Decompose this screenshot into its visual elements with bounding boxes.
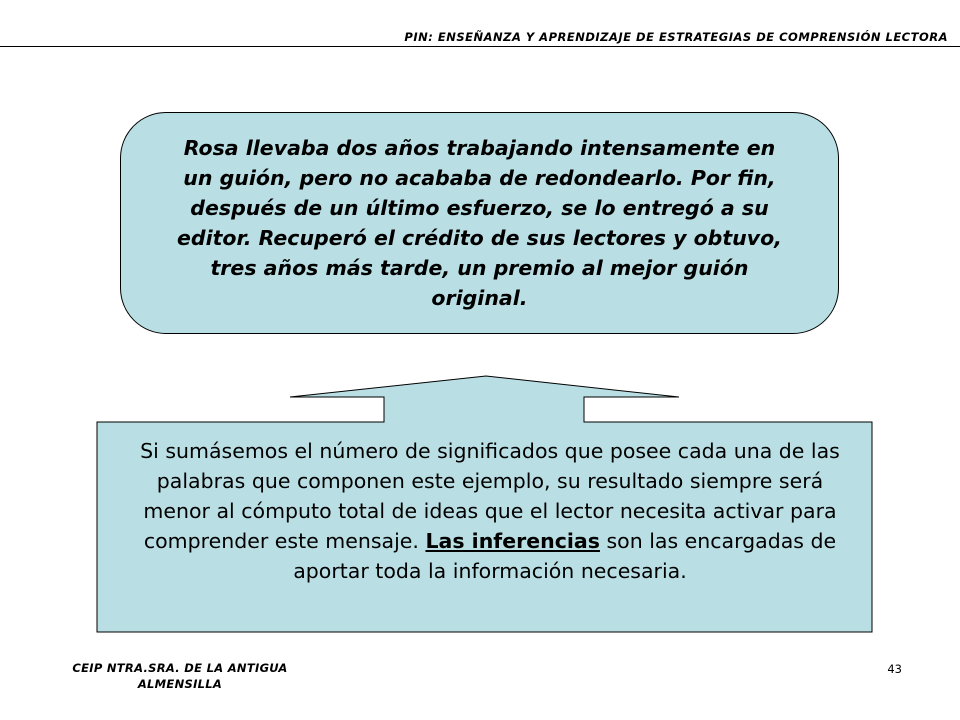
inferences-highlight: Las inferencias bbox=[425, 529, 600, 553]
explanation-text-start: Si sumásemos el número de significados que posee cada una de las palabras que componen este ejemplo, su resultado siempre será menor al cómputo total de ideas que el lector necesita activar para comprender este mensaje. bbox=[140, 439, 840, 553]
explanation-text-end: son las encargadas de aportar toda la información necesaria. bbox=[293, 529, 837, 583]
footer-school bbox=[30, 660, 330, 692]
footer-school-line1: CEIP NTRA.SRA. DE LA ANTIGUA bbox=[72, 661, 288, 675]
explanation-text bbox=[140, 436, 840, 586]
footer-school-line2: ALMENSILLA bbox=[137, 677, 223, 691]
page-number: 43 bbox=[887, 662, 902, 676]
quote-text: Rosa llevaba dos años trabajando intensamente en un guión, pero no acababa de redondearlo. Por fin, después de un último esfuerzo, se lo entregó a su editor. Recuperó el crédito de sus lectores y obtuvo, tres años más tarde, un premio al mejor guión original. bbox=[177, 136, 782, 310]
header-title: PIN: ENSEÑANZA Y APRENDIZAJE DE ESTRATEGIAS DE COMPRENSIÓN LECTORA bbox=[404, 30, 948, 44]
